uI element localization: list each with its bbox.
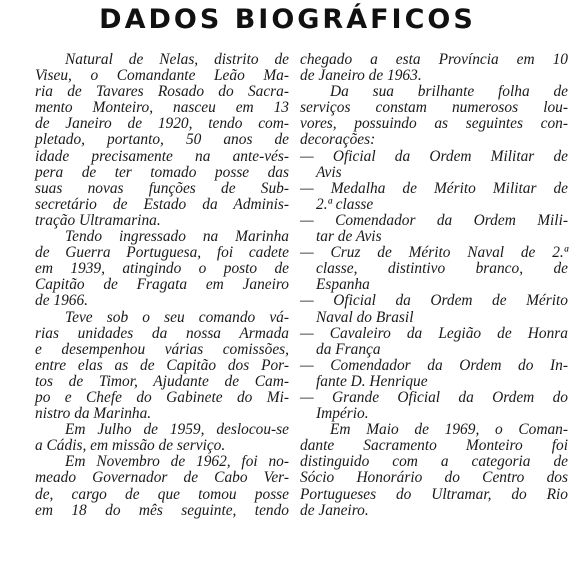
left-column-text-line: de 1966.	[35, 292, 89, 310]
right-column-text-line: vores, possuindo as seguintes con-	[300, 115, 568, 133]
left-column-text-line: meado Governador de Cabo Ver-	[35, 469, 289, 487]
right-column-text-line: — Grande Oficial da Ordem do	[300, 388, 568, 406]
right-column-text-line: Sócio Honorário do Centro dos	[300, 469, 568, 487]
right-column-text-line: — Cruz de Mérito Naval de 2.ª	[300, 244, 568, 262]
left-column-text-line: po e Chefe do Gabinete do Mi-	[35, 388, 289, 406]
left-column-text-line: Capitão de Fragata em Janeiro	[35, 276, 289, 294]
left-column-text-line: em 1939, atingindo o posto de	[35, 260, 289, 278]
left-column-text-line: pera de ter tomado posse das	[35, 163, 289, 181]
left-column-text-line: Teve sob o seu comando vá-	[65, 308, 289, 326]
left-column-text-line: de, cargo de que tomou posse	[35, 485, 289, 503]
right-column-text-line: serviços constam numerosos lou-	[300, 99, 568, 117]
left-column-text-line: pletado, portanto, 50 anos de	[35, 131, 289, 149]
left-column-text-line: em 18 do mês seguinte, tendo	[35, 501, 289, 519]
left-column-text-line: Tendo ingressado na Marinha	[65, 228, 289, 246]
left-column-text-line: Em Novembro de 1962, foi no-	[65, 453, 289, 471]
left-column-text-line: entre elas as de Capitão dos Por-	[35, 356, 289, 374]
left-column-text-line: de Janeiro de 1920, tendo com-	[35, 115, 289, 133]
left-column-text-line: e desempenhou várias comissões,	[35, 340, 289, 358]
right-column-text-line: de Janeiro de 1963.	[300, 67, 422, 85]
right-column-text-line: distinguido com a categoria de	[300, 453, 568, 471]
right-column-text-line: 2.ª classe	[316, 195, 374, 213]
right-column-text-line: — Comendador da Ordem Mili-	[300, 211, 568, 229]
right-column-text-line: Em Maio de 1969, o Coman-	[330, 421, 568, 439]
left-column-text-line: nistro da Marinha.	[35, 405, 152, 423]
left-column-text-line: rias unidades da nossa Armada	[35, 324, 289, 342]
right-column-text-line: — Comendador da Ordem do In-	[300, 356, 568, 374]
right-column-text-line: Naval do Brasil	[316, 308, 414, 326]
right-column-text-line: decorações:	[300, 131, 376, 149]
left-column-text-line: Viseu, o Comandante Leão Ma-	[35, 67, 289, 85]
left-column-text-line: secretário de Estado da Adminis-	[35, 195, 289, 213]
right-column-text-line: tar de Avis	[316, 228, 382, 246]
right-column-text-line: — Oficial da Ordem Militar de	[300, 147, 568, 165]
right-column-text-line: dante Sacramento Monteiro foi	[300, 437, 568, 455]
page-title: DADOS BIOGRÁFICOS	[99, 4, 476, 35]
left-column-text-line: ria de Tavares Rosado do Sacra-	[35, 83, 289, 101]
left-column-text-line: suas novas funções de Sub-	[35, 179, 289, 197]
left-column-text-line: Natural de Nelas, distrito de	[65, 51, 289, 68]
right-column-text-line: chegado a esta Província em 10	[300, 51, 568, 68]
right-column-text-line: de Janeiro.	[300, 501, 369, 519]
right-column-text-line: — Cavaleiro da Legião de Honra	[300, 324, 568, 342]
left-column-text-line: de Guerra Portuguesa, foi cadete	[35, 244, 289, 262]
left-column	[35, 52, 289, 519]
right-column-text-line: Avis	[316, 163, 342, 181]
right-column-text-line: fante D. Henrique	[316, 372, 428, 390]
right-column-text-line: classe, distintivo branco, de	[316, 260, 568, 278]
right-column-text-line: Da sua brilhante folha de	[330, 83, 568, 101]
right-column-text-line: da França	[316, 340, 381, 358]
right-column-text-line: — Oficial da Ordem de Mérito	[300, 292, 568, 310]
left-column-text-line: tração Ultramarina.	[35, 211, 161, 229]
left-column-text-line: a Cádis, em missão de serviço.	[35, 437, 226, 455]
left-column-text-line: tos de Timor, Ajudante de Cam-	[35, 372, 289, 390]
right-column	[300, 52, 568, 519]
right-column-text-line: — Medalha de Mérito Militar de	[300, 179, 568, 197]
left-column-text-line: mento Monteiro, nasceu em 13	[35, 99, 289, 117]
left-column-text-line: idade precisamente na ante-vés-	[35, 147, 289, 165]
right-column-text-line: Espanha	[316, 276, 370, 294]
left-column-text-line: Em Julho de 1959, deslocou-se	[65, 421, 289, 439]
right-column-text-line: Portugueses do Ultramar, do Rio	[300, 485, 568, 503]
right-column-text-line: Império.	[316, 405, 369, 423]
